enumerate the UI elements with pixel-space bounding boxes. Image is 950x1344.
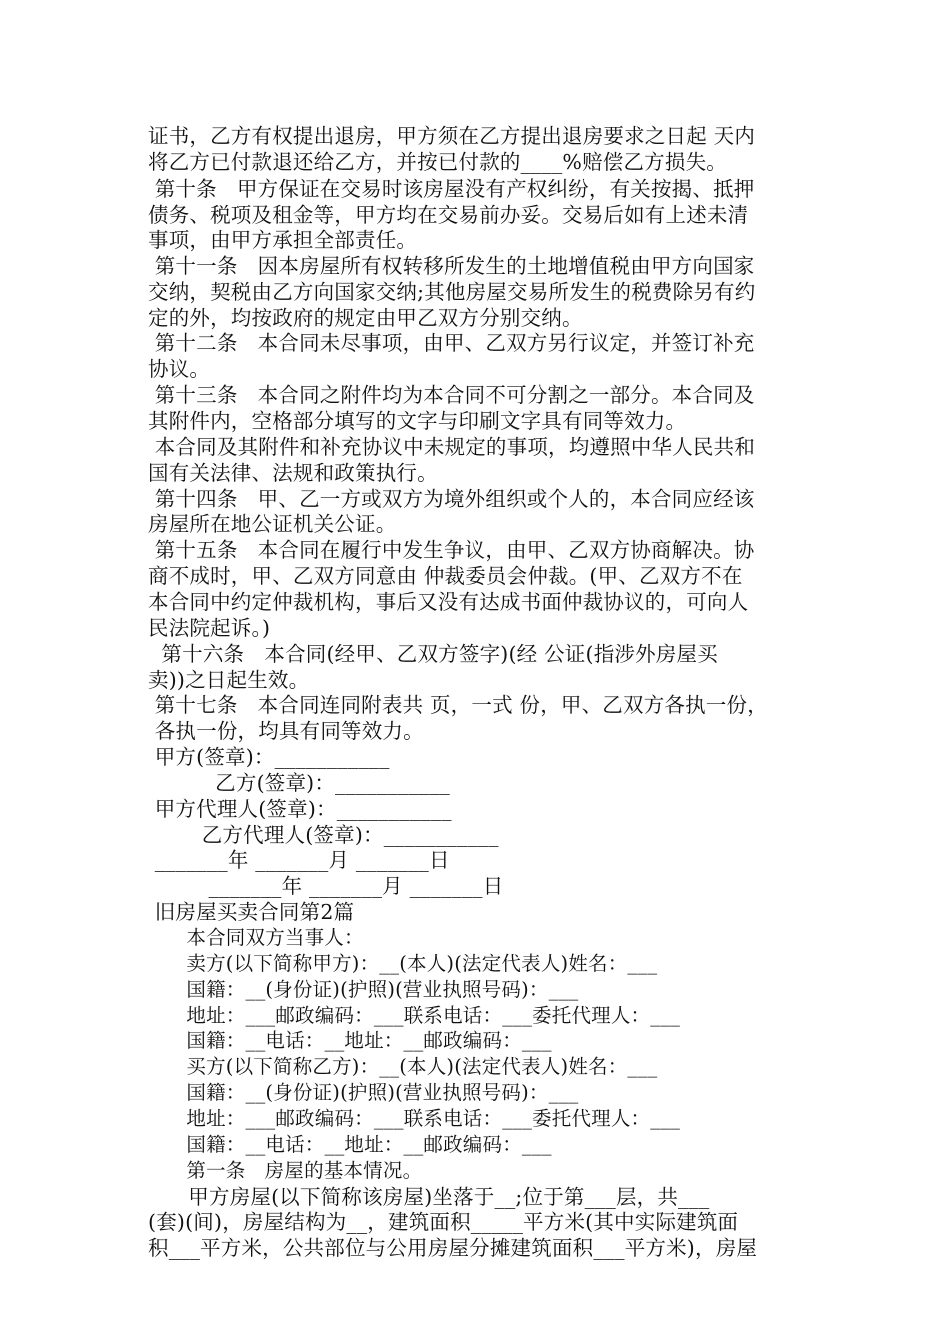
text-line: 第十七条 本合同连同附表共 页，一式 份，甲、乙双方各执一份， <box>148 693 768 717</box>
text-line: 证书，乙方有权提出退房，甲方须在乙方提出退房要求之日起 天内 <box>148 124 756 148</box>
text-line: 国籍：__电话：__地址：__邮政编码：___ <box>148 1133 552 1156</box>
text-line: 第十三条 本合同之附件均为本合同不可分割之一部分。本合同及 <box>148 383 755 407</box>
text-line: 本合同及其附件和补充协议中未规定的事项，均遵照中华人民共和 <box>148 435 756 459</box>
text-line: 国籍：__(身份证)(护照)(营业执照号码)：___ <box>148 978 579 1001</box>
text-line: 第十二条 本合同未尽事项，由甲、乙双方另行议定，并签订补充 <box>148 331 755 355</box>
text-line: 国有关法律、法规和政策执行。 <box>148 461 438 485</box>
signature-agent-b: 乙方代理人(签章)：___________ <box>148 823 499 847</box>
text-line: 本合同双方当事人： <box>148 926 364 949</box>
text-line: 民法院起诉。) <box>148 616 271 640</box>
text-line: 将乙方已付款退还给乙方，并按已付款的____%赔偿乙方损失。 <box>148 150 727 174</box>
text-line: 积___平方米，公共部位与公用房屋分摊建筑面积___平方米)，房屋 <box>148 1236 758 1260</box>
text-line: 事项，由甲方承担全部责任。 <box>148 228 418 252</box>
text-line: 第十五条 本合同在履行中发生争议，由甲、乙双方协商解决。协 <box>148 538 755 562</box>
text-line: 国籍：__电话：__地址：__邮政编码：___ <box>148 1029 552 1052</box>
text-line: 交纳，契税由乙方向国家交纳;其他房屋交易所发生的税费除另有约 <box>148 280 756 304</box>
text-line: 第十六条 本合同(经甲、乙双方签字)(经 公证(指涉外房屋买 <box>148 642 718 666</box>
text-line: 第一条 房屋的基本情况。 <box>148 1159 423 1182</box>
text-line: 国籍：__(身份证)(护照)(营业执照号码)：___ <box>148 1081 579 1104</box>
text-line: (套)(间)，房屋结构为__，建筑面积_____平方米(其中实际建筑面 <box>148 1210 739 1234</box>
signature-party-b: 乙方(签章)：___________ <box>148 771 451 795</box>
text-line: 地址：___邮政编码：___联系电话：___委托代理人：___ <box>148 1107 681 1130</box>
signature-party-a: 甲方(签章)：___________ <box>148 745 390 769</box>
text-line: 卖))之日起生效。 <box>148 668 310 692</box>
text-line: 第十四条 甲、乙一方或双方为境外组织或个人的，本合同应经该 <box>148 487 755 511</box>
text-line: 卖方(以下简称甲方)：__(本人)(法定代表人)姓名：___ <box>148 952 658 975</box>
text-line: 第十一条 因本房屋所有权转移所发生的土地增值税由甲方向国家 <box>148 254 755 278</box>
text-line: 债务、税项及租金等，甲方均在交易前办妥。交易后如有上述未清 <box>148 203 749 227</box>
text-line: 地址：___邮政编码：___联系电话：___委托代理人：___ <box>148 1004 681 1027</box>
text-line: 买方(以下简称乙方)：__(本人)(法定代表人)姓名：___ <box>148 1055 658 1078</box>
date-line-a: _______年 _______月 _______日 <box>148 848 450 872</box>
date-line-b: _______年 _______月 _______日 <box>148 874 504 898</box>
text-line: 甲方房屋(以下简称该房屋)坐落于__;位于第___层，共___ <box>148 1185 710 1209</box>
text-line: 房屋所在地公证机关公证。 <box>148 512 397 536</box>
text-line: 本合同中约定仲裁机构，事后又没有达成书面仲裁协议的，可向人 <box>148 590 749 614</box>
section-title: 旧房屋买卖合同第2篇 <box>148 900 355 924</box>
text-line: 第十条 甲方保证在交易时该房屋没有产权纠纷，有关按揭、抵押 <box>148 177 755 201</box>
text-line: 其附件内，空格部分填写的文字与印刷文字具有同等效力。 <box>148 409 687 433</box>
text-line: 定的外，均按政府的规定由甲乙双方分别交纳。 <box>148 306 583 330</box>
text-line: 商不成时，甲、乙双方同意由 仲裁委员会仲裁。(甲、乙双方不在 <box>148 564 743 588</box>
signature-agent-a: 甲方代理人(签章)：___________ <box>148 797 452 821</box>
text-line: 协议。 <box>148 357 211 381</box>
text-line: 各执一份，均具有同等效力。 <box>148 719 424 743</box>
